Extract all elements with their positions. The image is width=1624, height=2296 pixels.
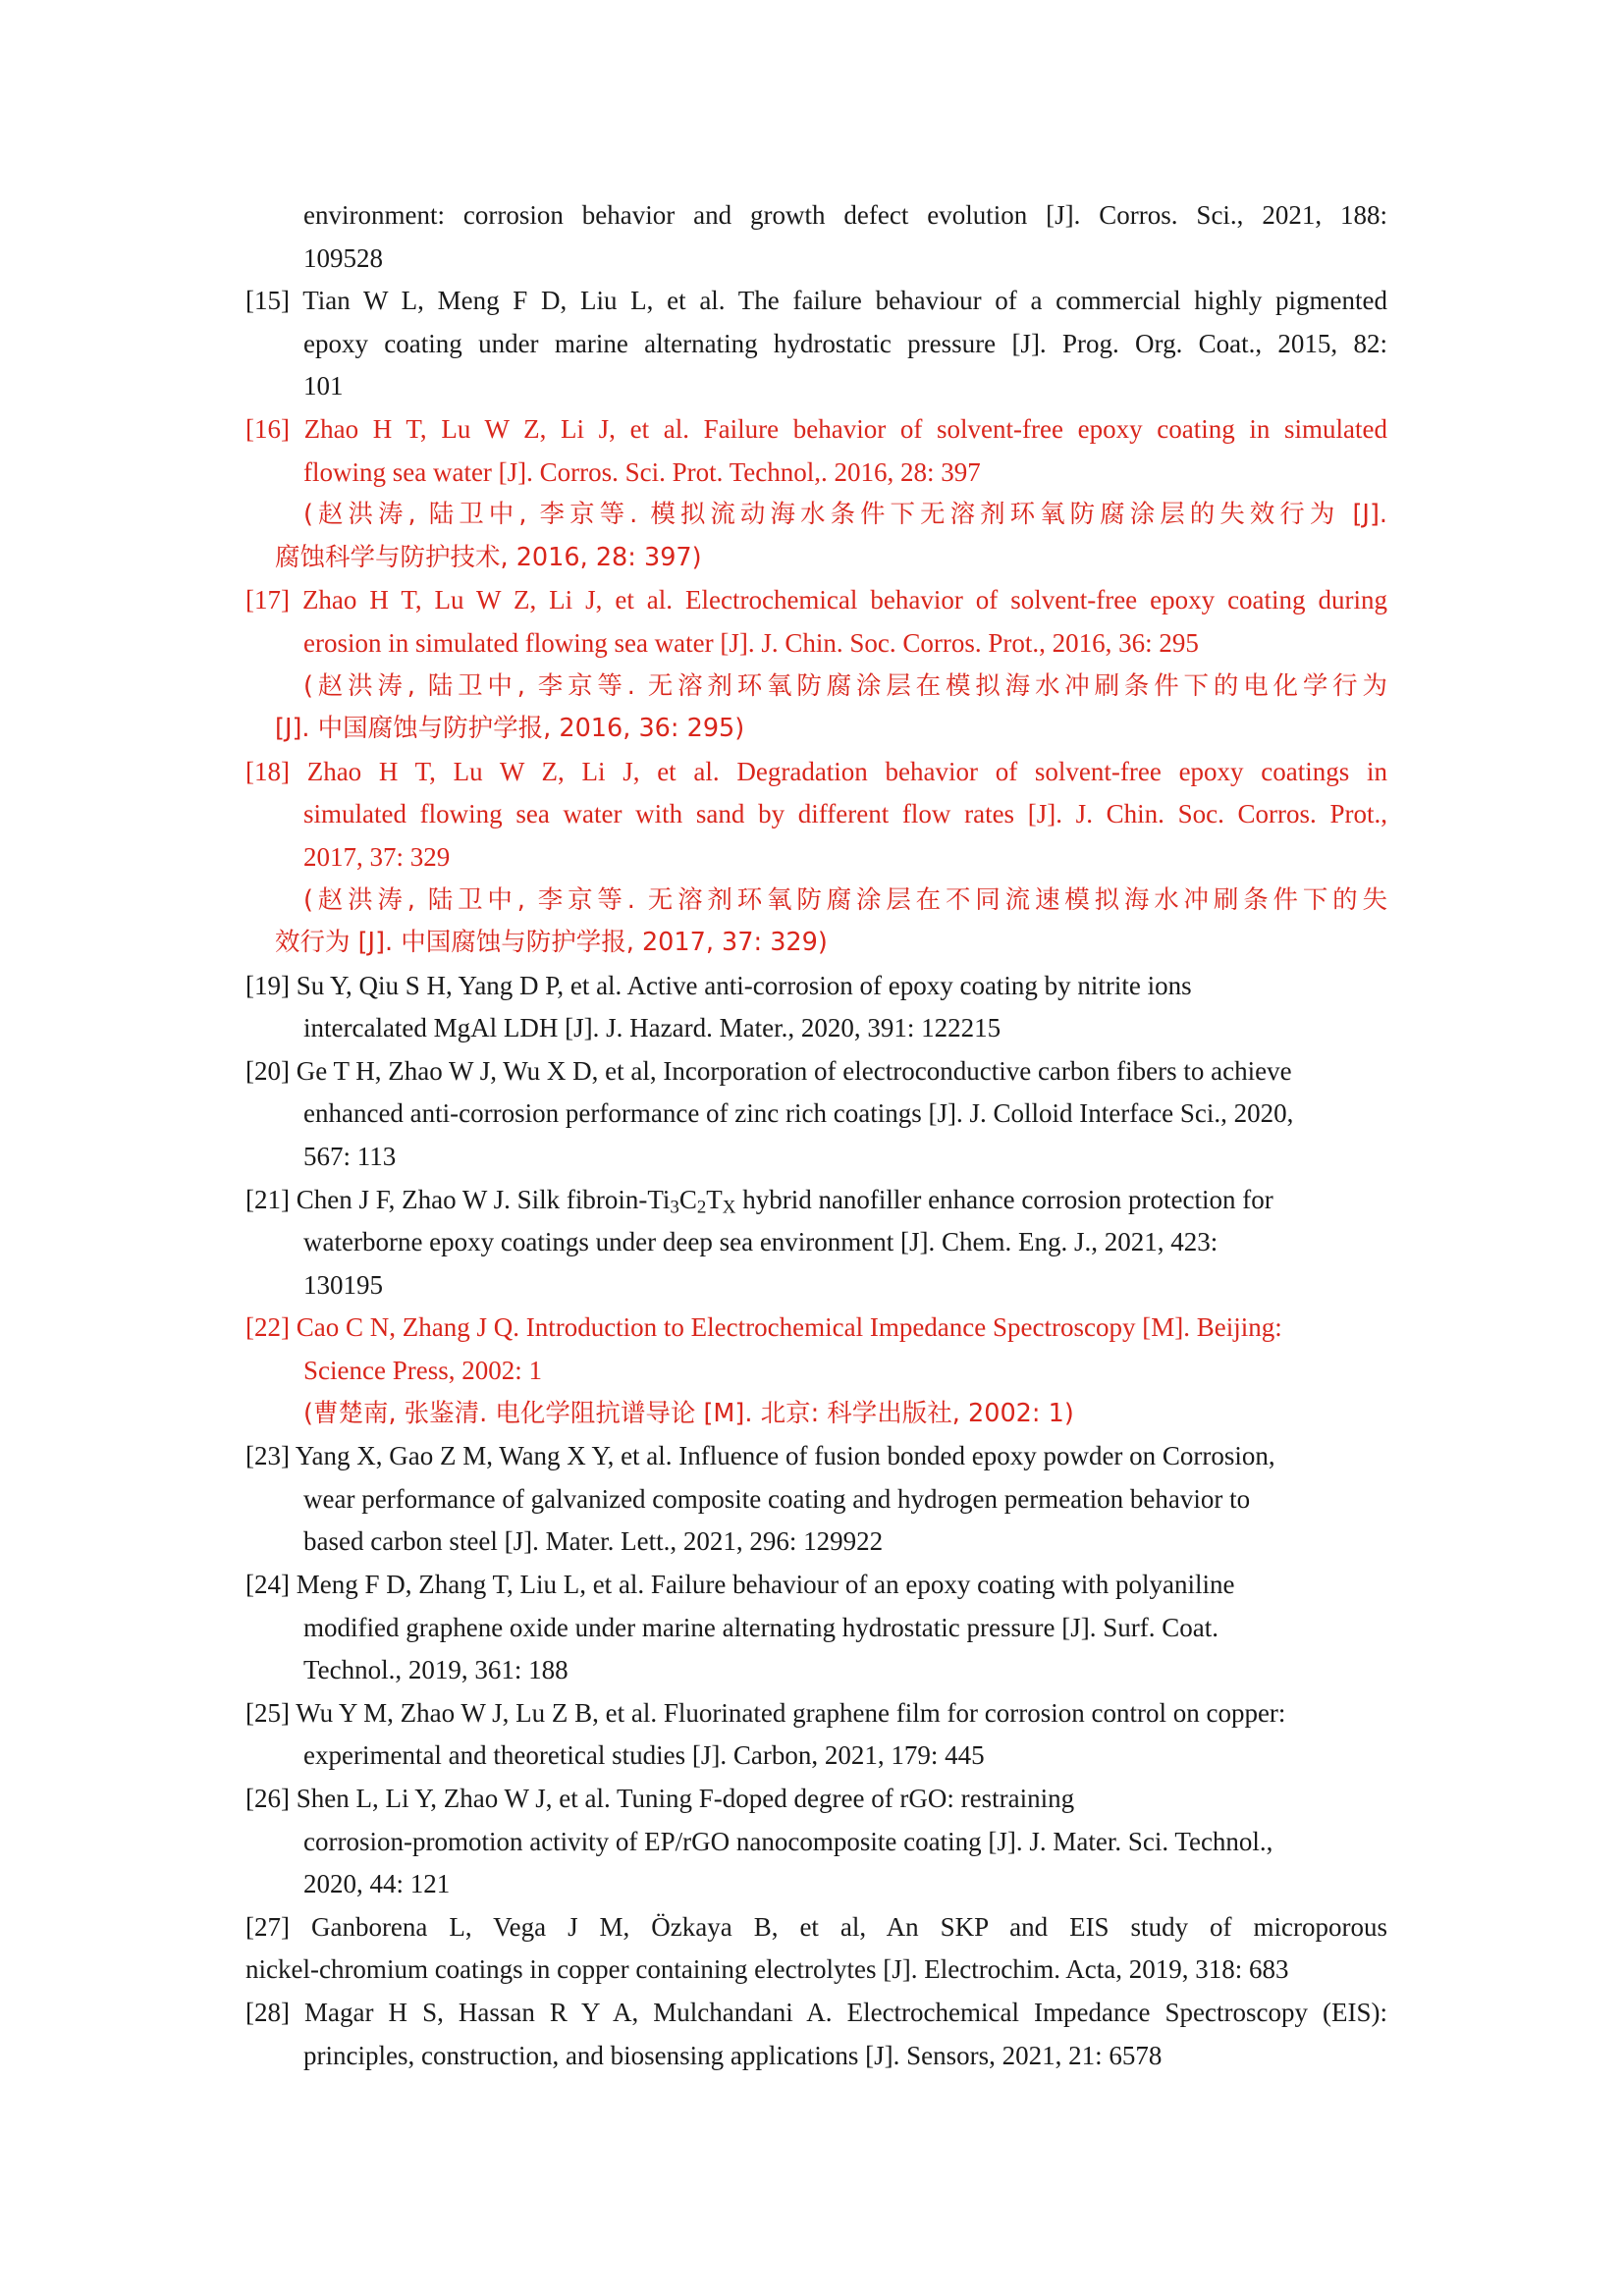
ref-line-chinese: 腐蚀科学与防护技术, 2016, 28: 397) xyxy=(275,542,702,572)
ref-line: intercalated MgAl LDH [J]. J. Hazard. Mater., 2020, 391: 122215 xyxy=(303,1013,1001,1043)
ref-text: hybrid nanofiller enhance corrosion protection for xyxy=(735,1184,1273,1214)
ref-line: [26] Shen L, Li Y, Zhao W J, et al. Tuning F-doped degree of rGO: restraining xyxy=(245,1783,1075,1813)
ref-line: erosion in simulated flowing sea water [J]. J. Chin. Soc. Corros. Prot., 2016, 36: 295 xyxy=(303,627,1199,658)
ref-text: [21] Chen J F, Zhao W J. Silk fibroin-Ti xyxy=(245,1184,671,1214)
reference-22 xyxy=(245,1307,1387,1435)
ref-line: enhanced anti-corrosion performance of zinc rich coatings [J]. J. Colloid Interface Sci., 2020, xyxy=(303,1098,1294,1129)
ref-line-chinese: (赵洪涛, 陆卫中, 李京等. 模拟流动海水条件下无溶剂环氧防腐涂层的失效行为 [J]. xyxy=(303,500,1387,530)
ref-line: simulated flowing sea water with sand by different flow rates [J]. J. Chin. Soc. Corros. Prot., xyxy=(303,799,1387,829)
reference-28 xyxy=(245,1992,1387,2077)
ref-line: 2020, 44: 121 xyxy=(303,1869,451,1899)
ref-line: Technol., 2019, 361: 188 xyxy=(303,1655,568,1685)
reference-26 xyxy=(245,1778,1387,1906)
reference-15 xyxy=(245,280,1387,408)
reference-20 xyxy=(245,1050,1387,1179)
ref-line-chinese: (赵洪涛, 陆卫中, 李京等. 无溶剂环氧防腐涂层在模拟海水冲刷条件下的电化学行为 xyxy=(303,670,1387,701)
ref-line: 109528 xyxy=(303,242,383,273)
ref-line: corrosion-promotion activity of EP/rGO nanocomposite coating [J]. J. Mater. Sci. Technol., xyxy=(303,1826,1273,1856)
reference-18 xyxy=(245,751,1387,965)
ref-line-chinese: (赵洪涛, 陆卫中, 李京等. 无溶剂环氧防腐涂层在不同流速模拟海水冲刷条件下的失 xyxy=(303,884,1387,915)
ref-line-chinese: [J]. 中国腐蚀与防护学报, 2016, 36: 295) xyxy=(275,714,745,744)
reference-16 xyxy=(245,408,1387,579)
reference-24 xyxy=(245,1564,1387,1692)
ref-line: [24] Meng F D, Zhang T, Liu L, et al. Failure behaviour of an epoxy coating with polyaniline xyxy=(245,1570,1235,1599)
ref-line: 130195 xyxy=(303,1269,383,1300)
reference-14-continuation xyxy=(245,194,1387,280)
ref-line: [19] Su Y, Qiu S H, Yang D P, et al. Active anti-corrosion of epoxy coating by nitrite ions xyxy=(245,970,1192,1000)
ref-line: waterborne epoxy coatings under deep sea environment [J]. Chem. Eng. J., 2021, 423: xyxy=(303,1227,1218,1257)
ref-line: environment: corrosion behavior and growth defect evolution [J]. Corros. Sci., 2021, 188: xyxy=(303,200,1387,230)
ref-line: [28] Magar H S, Hassan R Y A, Mulchandani A. Electrochemical Impedance Spectroscopy (EIS): xyxy=(245,1997,1387,2027)
reference-23 xyxy=(245,1435,1387,1564)
ref-line: [22] Cao C N, Zhang J Q. Introduction to Electrochemical Impedance Spectroscopy [M]. Beijing: xyxy=(245,1312,1282,1343)
reference-19 xyxy=(245,965,1387,1050)
ref-line: epoxy coating under marine alternating hydrostatic pressure [J]. Prog. Org. Coat., 2015, 82: xyxy=(303,328,1387,358)
subscript: 2 xyxy=(696,1197,707,1218)
ref-line: 2017, 37: 329 xyxy=(303,841,451,872)
ref-line: [15] Tian W L, Meng F D, Liu L, et al. The failure behaviour of a commercial highly pigmented xyxy=(245,286,1387,316)
ref-line: [23] Yang X, Gao Z M, Wang X Y, et al. Influence of fusion bonded epoxy powder on Corrosion, xyxy=(245,1441,1275,1471)
ref-line: [18] Zhao H T, Lu W Z, Li J, et al. Degradation behavior of solvent-free epoxy coatings in xyxy=(245,756,1387,786)
subscript: X xyxy=(722,1197,736,1218)
ref-line: flowing sea water [J]. Corros. Sci. Prot. Technol,. 2016, 28: 397 xyxy=(303,456,981,487)
reference-25 xyxy=(245,1692,1387,1778)
reference-list xyxy=(245,194,1387,2077)
ref-line: [20] Ge T H, Zhao W J, Wu X D, et al, Incorporation of electroconductive carbon fibers to achieve xyxy=(245,1055,1292,1086)
reference-17 xyxy=(245,579,1387,750)
ref-line: 567: 113 xyxy=(303,1142,397,1172)
reference-21 xyxy=(245,1179,1387,1308)
subscript: 3 xyxy=(670,1197,679,1218)
ref-line: nickel-chromium coatings in copper containing electrolytes [J]. Electrochim. Acta, 2019, 318: 683 xyxy=(245,1954,1289,1985)
ref-line: wear performance of galvanized composite coating and hydrogen permeation behavior to xyxy=(303,1483,1251,1514)
reference-27 xyxy=(245,1906,1387,1992)
ref-line: modified graphene oxide under marine alternating hydrostatic pressure [J]. Surf. Coat. xyxy=(303,1612,1218,1642)
ref-line-chinese: (曹楚南, 张鉴清. 电化学阻抗谱导论 [M]. 北京: 科学出版社, 2002: 1) xyxy=(303,1398,1074,1428)
ref-text: C xyxy=(678,1184,697,1214)
ref-line: principles, construction, and biosensing applications [J]. Sensors, 2021, 21: 6578 xyxy=(303,2040,1163,2070)
ref-line: based carbon steel [J]. Mater. Lett., 2021, 296: 129922 xyxy=(303,1526,884,1557)
ref-line-chinese: 效行为 [J]. 中国腐蚀与防护学报, 2017, 37: 329) xyxy=(275,928,828,958)
ref-line: [27] Ganborena L, Vega J M, Özkaya B, et al, An SKP and EIS study of microporous xyxy=(245,1911,1387,1942)
ref-line: [16] Zhao H T, Lu W Z, Li J, et al. Failure behavior of solvent-free epoxy coating in simulated xyxy=(245,413,1387,444)
ref-line: [25] Wu Y M, Zhao W J, Lu Z B, et al. Fluorinated graphene film for corrosion control on copper: xyxy=(245,1697,1286,1728)
ref-line xyxy=(245,1179,1387,1222)
ref-line: experimental and theoretical studies [J]. Carbon, 2021, 179: 445 xyxy=(303,1740,985,1771)
ref-line: [17] Zhao H T, Lu W Z, Li J, et al. Electrochemical behavior of solvent-free epoxy coating during xyxy=(245,585,1387,615)
ref-text: T xyxy=(706,1184,723,1214)
ref-line: 101 xyxy=(303,371,344,401)
ref-line: Science Press, 2002: 1 xyxy=(303,1356,542,1386)
